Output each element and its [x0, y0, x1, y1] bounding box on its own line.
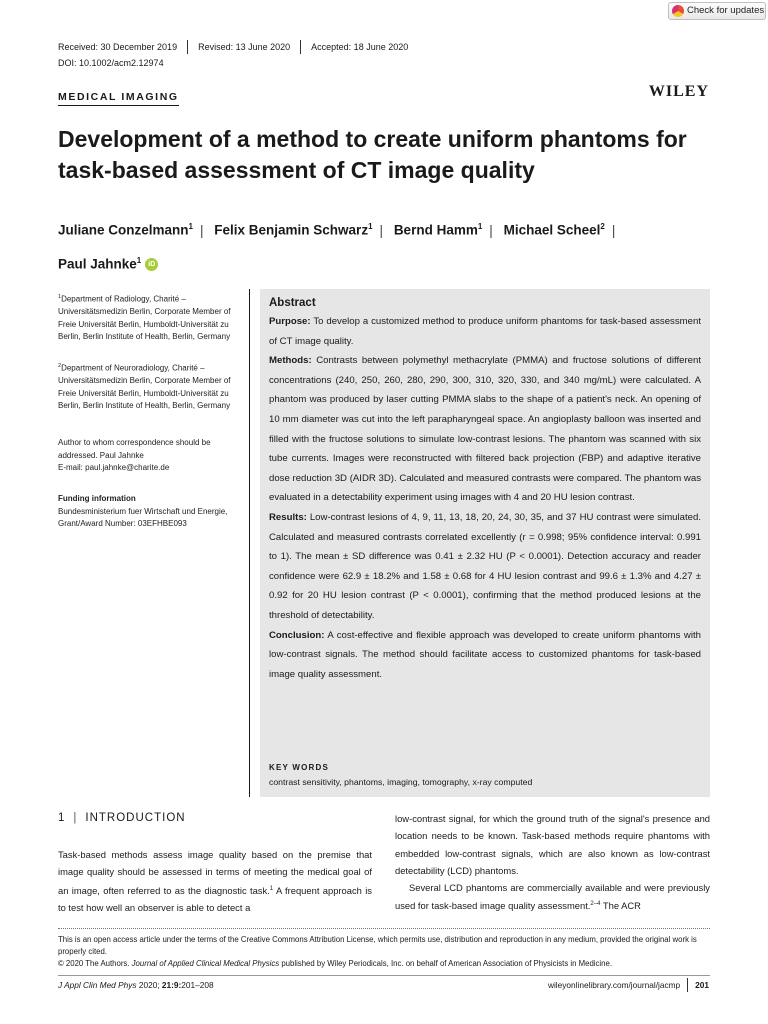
- article-dates: [58, 40, 418, 54]
- author-affiliation-mark: 1: [136, 255, 142, 265]
- abstract-purpose: Purpose: To develop a customized method to produce uniform phantoms for task-based assessment of CT image quality.: [269, 316, 701, 347]
- article-title: Development of a method to create uniform phantoms for task-based assessment of CT image quality: [58, 126, 687, 183]
- license-text: This is an open access article under the terms of the Creative Commons Attribution License, which permits use, distribution and reproduction in any medium, provided the original work is properly cited.: [58, 935, 697, 956]
- correspondence-text: Author to whom correspondence should be addressed. Paul Jahnke: [58, 438, 211, 460]
- crossmark-icon: [672, 5, 684, 17]
- keywords: contrast sensitivity, phantoms, imaging, tomography, x-ray computed: [269, 777, 533, 787]
- footnote-divider: [58, 928, 710, 929]
- intro-left-column: Task-based methods assess image quality based on the premise that image quality should be assessed in terms of meeting the medical goal of an image, often referred to as the diagnostic task.$^1$ A frequent approach is to test how well an observer is able to detect a: [58, 849, 372, 914]
- correspondence-email[interactable]: E-mail: paul.jahnke@charite.de: [58, 463, 170, 472]
- license-footnote: [58, 934, 710, 970]
- citation-ref[interactable]: 1: [269, 885, 274, 892]
- author-name[interactable]: Paul Jahnke: [58, 256, 137, 271]
- check-for-updates-label: Check for updates: [687, 5, 765, 16]
- author-name[interactable]: Felix Benjamin Schwarz: [214, 222, 369, 238]
- publisher-logo: WILEY: [648, 83, 709, 100]
- doi[interactable]: DOI: 10.1002/acm2.12974: [58, 58, 164, 68]
- correspondence: [58, 437, 238, 475]
- journal-website: [548, 978, 709, 992]
- author-name[interactable]: Bernd Hamm: [393, 222, 478, 238]
- funding-information: [58, 493, 238, 531]
- author-affiliation-mark: 2: [600, 222, 605, 231]
- funding-text: Bundesministerium fuer Wirtschaft und Energie, Grant/Award Number: 03EFHBE093: [58, 506, 228, 528]
- author-name[interactable]: Juliane Conzelmann: [58, 222, 189, 238]
- affiliation-2: $^2$Department of Neuroradiology, Charité – Universitätsmedizin Berlin, Corporate Member of Freie Universität Berlin, Humboldt-Universität zu Berlin, Berlin Institute of Health, Berlin, Germany: [58, 363, 231, 411]
- introduction-heading: 1 | INTRODUCTION: [58, 812, 186, 824]
- footer-divider: [58, 975, 710, 976]
- author-list: Juliane Conzelmann$^1$ | Felix Benjamin Schwarz$^1$ | Bernd Hamm$^1$ | Michael Scheel$^2$ | Paul Jahnke$^1$ iD: [58, 222, 616, 271]
- section-label: MEDICAL IMAGING: [58, 91, 179, 106]
- abstract-heading: Abstract: [269, 297, 316, 309]
- abstract-methods: Methods: Contrasts between polymethyl methacrylate (PMMA) and fructose solutions of different concentrations (240, 250, 260, 280, 290, 300, 310, 320, 330, and 340 mg/mL) were calculated. A phantom was produced by laser cutting PMMA slabs to the shape of a patient's neck. An opening of 10 mm diameter was cut into the left parapharyngeal space. An angioplasty balloon was inserted and filled with the fructose solutions to simulate low-contrast lesions. The phantom was scanned with six tube currents. Images were reconstructed with filtered back projection (FBP) and adaptive iterative dose reduction 3D (AIDR 3D). Calculated and measured contrasts were compared. The phantom was evaluated in a detectability experiment using images with 4 and 20 HU lesion contrast.: [269, 355, 701, 504]
- author-affiliation-mark: 1: [368, 222, 373, 231]
- orcid-icon[interactable]: iD: [145, 258, 158, 271]
- accepted-date: Accepted: 18 June 2020: [300, 40, 418, 54]
- intro-right-column: [395, 810, 710, 915]
- copyright-text: © 2020 The Authors. Journal of Applied Clinical Medical Physics published by Wiley Periodicals, Inc. on behalf of American Association of Physicists in Medicine.: [58, 959, 612, 968]
- funding-heading: Funding information: [58, 494, 136, 503]
- check-for-updates-button[interactable]: [668, 2, 766, 20]
- affiliation-1: $^1$Department of Radiology, Charité – Universitätsmedizin Berlin, Corporate Member of Freie Universität Berlin, Humboldt-Universität zu Berlin, Berlin Institute of Health, Berlin, Germany: [58, 294, 231, 342]
- revised-date: Revised: 13 June 2020: [187, 40, 300, 54]
- intro-paragraph: low-contrast signal, for which the ground truth of the signal's presence and location needs to be known. Task-based methods require phantoms with embedded low-contrast signals, which are also known as low-contrast detectability (LCD) phantoms.: [395, 813, 710, 876]
- author-affiliation-mark: 1: [477, 222, 483, 231]
- intro-paragraph: Several LCD phantoms are commercially available and were previously used for task-based image quality assessment.$^{2-4}$ The ACR: [395, 882, 710, 912]
- keywords-heading: KEY WORDS: [269, 763, 329, 772]
- column-divider: [249, 289, 250, 797]
- citation-ref[interactable]: 2–4: [590, 901, 601, 908]
- author-affiliation-mark: 1: [188, 222, 193, 231]
- website-link[interactable]: wileyonlinelibrary.com/journal/jacmp: [547, 980, 681, 990]
- abstract-box: [260, 289, 710, 797]
- abstract-conclusion: Conclusion: A cost-effective and flexible approach was developed to create uniform phantoms with low-contrast signals. The method should facilitate access to customized phantoms for task-based image quality assessment.: [269, 629, 701, 680]
- journal-citation: J Appl Clin Med Phys 2020; 21:9:201–208: [58, 980, 214, 990]
- received-date: Received: 30 December 2019: [58, 42, 178, 52]
- author-name[interactable]: Michael Scheel: [503, 222, 601, 238]
- abstract-results: Results: Low-contrast lesions of 4, 9, 11, 13, 18, 20, 24, 30, 35, and 37 HU contrast were simulated. Calculated and measured contrasts correlated excellently (r = 0.998; 95% confidence interval: 0.991 to 1). The mean ± SD difference was 0.41 ± 2.32 HU (P < 0.0001). Detection accuracy and reader confidence were 62.9 ± 18.2% and 1.58 ± 0.68 for 4 HU lesion contrast and 99.6 ± 1.3% and 4.27 ± 0.92 for 20 HU lesion contrast (P < 0.0001), confirming that the method produced lesions at the threshold of detectability.: [269, 511, 701, 621]
- page-number: 201: [687, 978, 709, 992]
